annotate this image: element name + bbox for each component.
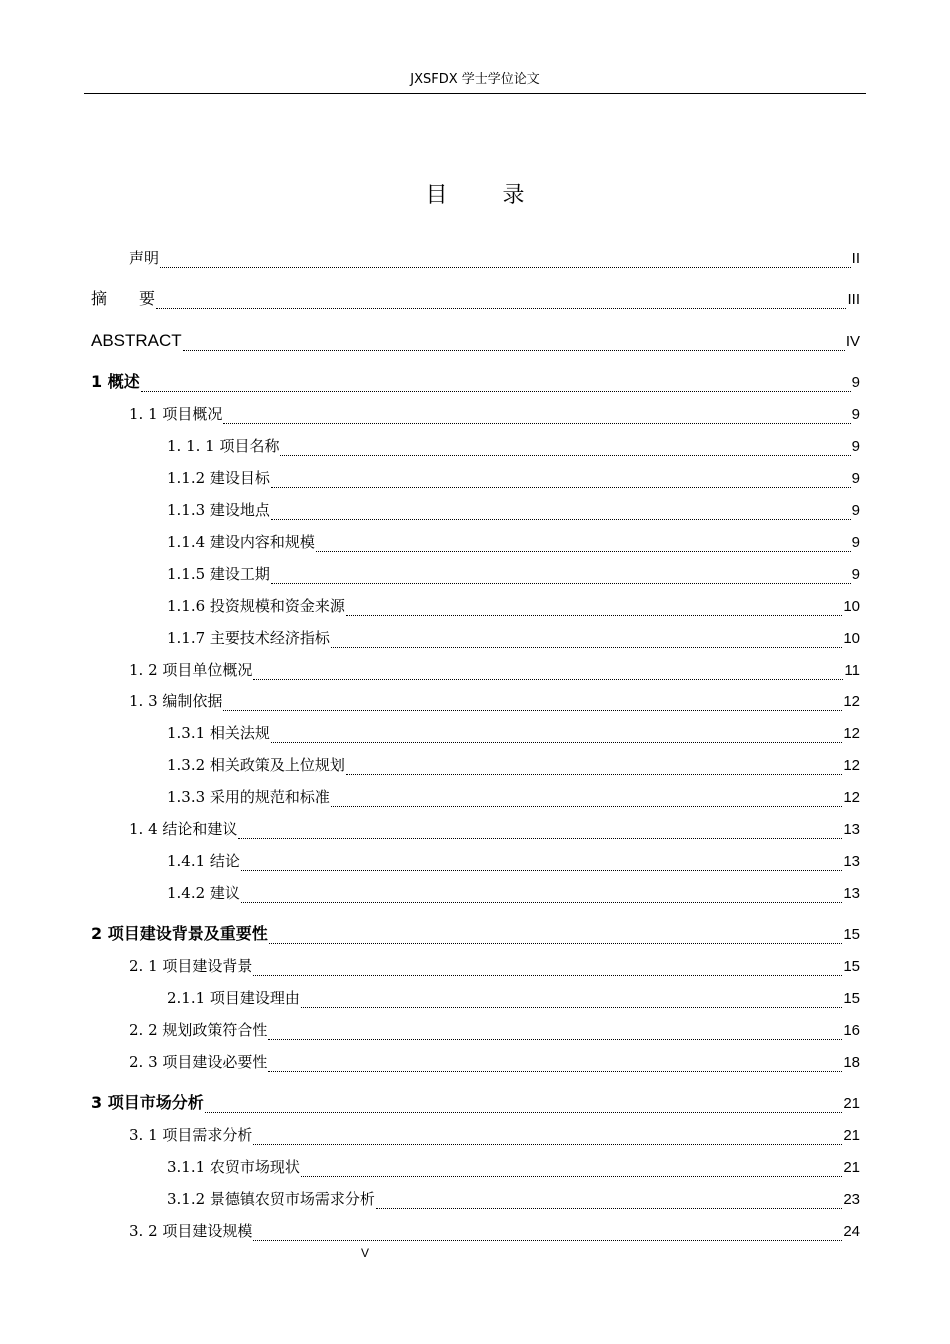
toc-entry-subsection[interactable] (167, 986, 860, 1010)
toc-leader (271, 475, 851, 488)
toc-label: 1. 2 项目单位概况 (129, 661, 253, 679)
toc-page: 23 (843, 1191, 860, 1208)
toc-leader (301, 1164, 842, 1177)
toc-page: 9 (851, 566, 860, 583)
toc-page: 13 (843, 821, 860, 838)
toc-leader (156, 296, 846, 309)
toc-label: 3. 1 项目需求分析 (129, 1126, 253, 1144)
toc-entry-section[interactable] (129, 817, 860, 841)
toc-leader (253, 667, 843, 680)
toc-page: 9 (851, 374, 860, 391)
toc-leader (205, 1100, 843, 1113)
toc-label: 1 概述 (91, 372, 140, 391)
page-number: V (360, 1246, 369, 1260)
toc-page: 12 (843, 789, 860, 806)
toc-entry-section[interactable] (129, 1050, 860, 1074)
toc-leader (223, 411, 850, 424)
toc-entry-subsection[interactable] (167, 434, 860, 458)
toc-entry-subsection[interactable] (167, 753, 860, 777)
toc-page: III (847, 291, 860, 308)
toc-leader (268, 1027, 842, 1040)
toc-page: 16 (843, 1022, 860, 1039)
toc-entry-subsection[interactable] (167, 849, 860, 873)
toc-page: 21 (843, 1127, 860, 1144)
toc-label: 3.1.1 农贸市场现状 (167, 1158, 300, 1176)
toc-leader (376, 1196, 842, 1209)
toc-page: 15 (843, 958, 860, 975)
toc-label: 1.1.4 建设内容和规模 (167, 533, 315, 551)
toc-page: 9 (851, 534, 860, 551)
toc-entry-subsection[interactable] (167, 498, 860, 522)
toc-label: 2.1.1 项目建设理由 (167, 989, 300, 1007)
toc-entry-section[interactable] (129, 1123, 860, 1147)
toc-leader (160, 255, 851, 268)
toc-label: 2. 3 项目建设必要性 (129, 1053, 268, 1071)
toc-leader (241, 858, 842, 871)
toc-page: 15 (843, 926, 860, 943)
toc-entry-subsection[interactable] (167, 626, 860, 650)
toc-page: 12 (843, 757, 860, 774)
toc-page: 9 (851, 438, 860, 455)
toc-leader (238, 826, 842, 839)
toc-label: 2. 2 规划政策符合性 (129, 1021, 268, 1039)
toc-entry-declaration[interactable] (129, 246, 860, 270)
toc-entry-section[interactable] (129, 689, 860, 713)
toc-page: 12 (843, 725, 860, 742)
toc-page: IV (845, 333, 860, 350)
toc-label: 3 项目市场分析 (91, 1093, 204, 1112)
toc-leader (346, 603, 842, 616)
toc-page: 18 (843, 1054, 860, 1071)
toc-leader (331, 794, 842, 807)
toc-label: 1.4.1 结论 (167, 852, 240, 870)
toc-entry-section[interactable] (129, 658, 860, 682)
toc-label: 2 项目建设背景及重要性 (91, 924, 268, 943)
toc-label: 1.1.2 建设目标 (167, 469, 270, 487)
toc-entry-subsection[interactable] (167, 530, 860, 554)
toc-entry-subsection[interactable] (167, 881, 860, 905)
toc-label: 1.3.3 采用的规范和标准 (167, 788, 330, 806)
toc-leader (253, 1228, 842, 1241)
toc-page: 21 (843, 1095, 860, 1112)
toc-page: 13 (843, 853, 860, 870)
toc-leader (253, 963, 842, 976)
toc-leader (271, 730, 842, 743)
toc-entry-subsection[interactable] (167, 562, 860, 586)
toc-label: 1.3.1 相关法规 (167, 724, 270, 742)
toc-page: 24 (843, 1223, 860, 1240)
toc-entry-chapter-3[interactable] (91, 1091, 860, 1115)
toc-label: 1.1.6 投资规模和资金来源 (167, 597, 345, 615)
toc-page: 12 (843, 693, 860, 710)
toc-entry-section[interactable] (129, 1018, 860, 1042)
toc-page: 9 (851, 470, 860, 487)
toc-page: 13 (843, 885, 860, 902)
toc-leader (271, 507, 851, 520)
toc-label: 1. 3 编制依据 (129, 692, 223, 710)
toc-label: 3.1.2 景德镇农贸市场需求分析 (167, 1190, 375, 1208)
toc-page: II (851, 250, 860, 267)
toc-label: 摘 要 (91, 289, 156, 308)
toc-page: 11 (844, 662, 860, 679)
toc-leader (183, 338, 845, 351)
toc-leader (268, 1059, 842, 1072)
toc-label: 1. 1. 1 项目名称 (167, 437, 280, 455)
toc-leader (269, 931, 843, 944)
toc-label: 1.4.2 建议 (167, 884, 240, 902)
toc-page: 10 (843, 630, 860, 647)
toc-title-char-2: 录 (502, 183, 525, 208)
toc-page: 9 (851, 502, 860, 519)
toc-leader (280, 443, 850, 456)
toc-label: 声明 (129, 249, 160, 267)
toc-page: 9 (851, 406, 860, 423)
toc-page: 10 (843, 598, 860, 615)
toc-label: 1. 4 结论和建议 (129, 820, 238, 838)
toc-leader (271, 571, 851, 584)
toc-title (0, 178, 950, 209)
toc-entry-section[interactable] (129, 1219, 860, 1243)
toc-entry-section[interactable] (129, 954, 860, 978)
toc-title-char-1: 目 (425, 183, 448, 208)
toc-entry-section[interactable] (129, 402, 860, 426)
toc-page: 21 (843, 1159, 860, 1176)
toc-entry-subsection[interactable] (167, 721, 860, 745)
toc-entry-subsection[interactable] (167, 466, 860, 490)
toc-entry-subsection[interactable] (167, 1155, 860, 1179)
toc-leader (241, 890, 842, 903)
toc-label: 1.1.3 建设地点 (167, 501, 270, 519)
toc-page: 15 (843, 990, 860, 1007)
toc-leader (346, 762, 842, 775)
toc-label: 1. 1 项目概况 (129, 405, 223, 423)
toc-label: 1.1.5 建设工期 (167, 565, 270, 583)
toc-entry-subsection[interactable] (167, 1187, 860, 1211)
toc-leader (253, 1132, 842, 1145)
toc-label: 3. 2 项目建设规模 (129, 1222, 253, 1240)
running-header: JXSFDX 学士学位论文 (84, 70, 866, 94)
toc-label: ABSTRACT (91, 331, 182, 350)
toc-leader (331, 635, 842, 648)
toc-entry-abstract-en[interactable] (91, 329, 860, 353)
toc-entry-subsection[interactable] (167, 785, 860, 809)
toc-entry-abstract-cn[interactable] (91, 287, 860, 311)
toc-entry-chapter-2[interactable] (91, 922, 860, 946)
toc-leader (223, 698, 842, 711)
toc-label: 1.1.7 主要技术经济指标 (167, 629, 330, 647)
toc-entry-subsection[interactable] (167, 594, 860, 618)
toc-leader (141, 379, 851, 392)
toc-leader (316, 539, 851, 552)
toc-label: 1.3.2 相关政策及上位规划 (167, 756, 345, 774)
toc-entry-chapter-1[interactable] (91, 370, 860, 394)
toc-leader (301, 995, 842, 1008)
toc-label: 2. 1 项目建设背景 (129, 957, 253, 975)
